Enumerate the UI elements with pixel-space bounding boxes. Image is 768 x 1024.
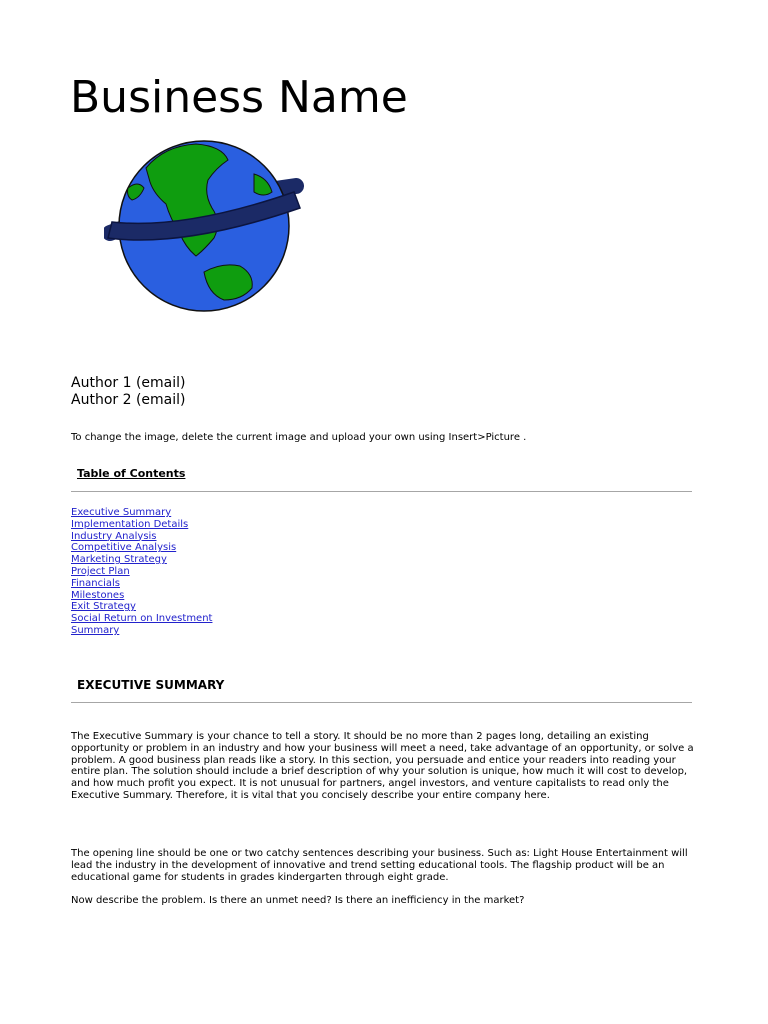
toc-item: [71, 554, 212, 566]
divider: [71, 491, 692, 492]
document-title: Business Name: [70, 72, 408, 123]
toc-link-marketing-strategy[interactable]: Marketing Strategy: [71, 554, 167, 566]
toc-link-executive-summary[interactable]: Executive Summary: [71, 507, 172, 518]
toc-item: [71, 578, 212, 590]
toc-item: [71, 519, 212, 531]
divider: [71, 702, 692, 703]
toc-item: [71, 542, 212, 554]
toc-item: [71, 507, 212, 519]
toc-item: [71, 625, 212, 637]
toc-link-financials[interactable]: Financials: [71, 577, 120, 589]
globe-icon: [104, 138, 304, 316]
toc-item: [71, 590, 212, 602]
toc-item: [71, 601, 212, 613]
toc-link-exit-strategy[interactable]: Exit Strategy: [71, 601, 136, 613]
toc-item: [71, 613, 212, 625]
author-list: [71, 375, 185, 409]
author-line: Author 1 (email): [71, 375, 186, 391]
toc-link-milestones[interactable]: Milestones: [71, 589, 125, 601]
executive-summary-heading: EXECUTIVE SUMMARY: [77, 678, 225, 692]
toc-heading: Table of Contents: [77, 467, 186, 480]
toc-item: [71, 566, 212, 578]
author-line: Author 2 (email): [71, 392, 186, 408]
toc-item: [71, 531, 212, 543]
toc-link-competitive-analysis[interactable]: Competitive Analysis: [71, 542, 177, 554]
toc-link-social-return[interactable]: Social Return on Investment: [71, 613, 213, 625]
toc-link-implementation-details[interactable]: Implementation Details: [71, 518, 189, 530]
toc-link-project-plan[interactable]: Project Plan: [71, 565, 130, 577]
body-paragraph: The opening line should be one or two catchy sentences describing your business. Such as: Light House Entertainment will lead the industry in the development of innovative and trend setting educational tools. The flagship product will be an educational game for students in grades kindergarten through eight grade.: [71, 848, 688, 883]
body-paragraph: Now describe the problem. Is there an unmet need? Is there an inefficiency in the market?: [71, 895, 525, 906]
toc-link-summary[interactable]: Summary: [71, 624, 120, 636]
toc-link-industry-analysis[interactable]: Industry Analysis: [71, 530, 157, 542]
image-instruction-note: To change the image, delete the current image and upload your own using Insert>Picture .: [71, 432, 527, 443]
table-of-contents: [71, 507, 212, 637]
body-paragraph: The Executive Summary is your chance to tell a story. It should be no more than 2 pages long, detailing an existing opportunity or problem in an industry and how your business will meet a need, take advantage of an opportunity, or solve a problem. A good business plan reads like a story. In this section, you persuade and entice your readers into reading your entire plan. The solution should include a brief description of why your solution is unique, how much it will cost to develop, and how much profit you expect. It is not unusual for partners, angel investors, and venture capitalists to read only the Executive Summary. Therefore, it is vital that you concisely describe your entire company here.: [71, 731, 694, 801]
